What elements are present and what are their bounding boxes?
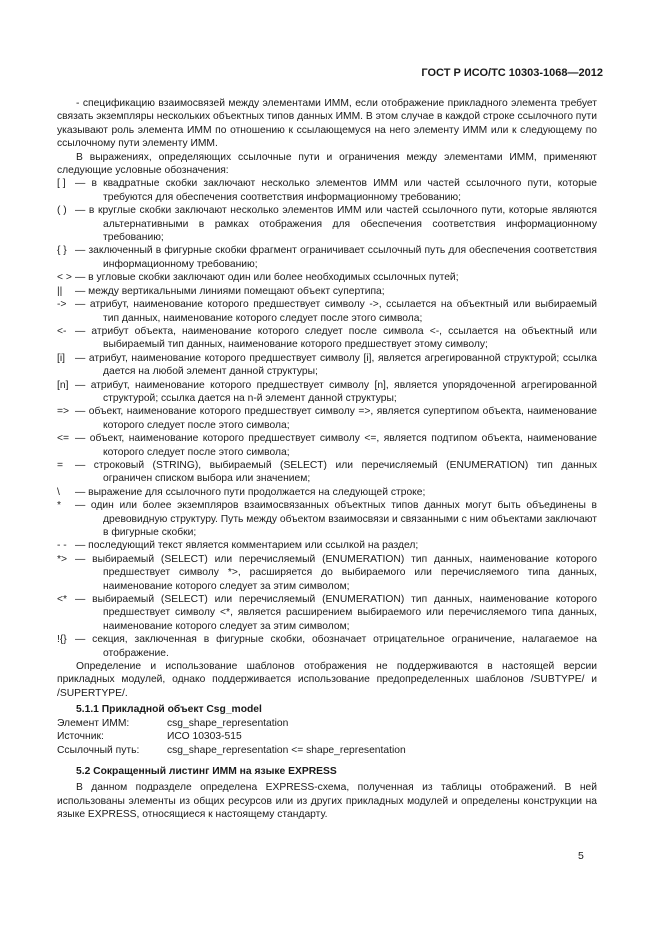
notation-symbol: ->: [57, 299, 67, 311]
notation-symbol: [n]: [57, 379, 69, 391]
notation-item: [57, 352, 597, 379]
notation-item: [57, 325, 597, 352]
notation-list: [57, 177, 597, 660]
mapping-key: Элемент ИММ:: [57, 717, 130, 729]
notation-description: — последующий текст является комментарием или ссылкой на раздел;: [75, 540, 419, 552]
notation-symbol: =: [57, 459, 64, 471]
intro-paragraph-1: - спецификацию взаимосвязей между элементами ИММ, если отображение прикладного элемента требует связать экземпляры нескольких объектных типов данных ИММ. В этом случае в каждой строке ссылочного пути указывают роль элемента ИММ по отношению к ссылающемуся на него элементу ИММ или к следующему по ссылочному пути элементу ИММ.: [57, 98, 597, 150]
page-number: 5: [578, 850, 584, 862]
notation-item: [57, 432, 597, 459]
notation-item: [57, 553, 597, 593]
notation-item: [57, 379, 597, 406]
notation-description: — между вертикальными линиями помещают объект супертипа;: [75, 285, 385, 297]
main-content: [57, 97, 597, 822]
notation-description: — заключенный в фигурные скобки фрагмент ограничивает ссылочный путь для обеспечения соответствия информационному требованию;: [75, 245, 597, 270]
notation-description: — строковый (STRING), выбираемый (SELECT) или перечисляемый (ENUMERATION) тип данных ограничен списком выбора или значением;: [75, 459, 597, 485]
notation-description: — атрибут объекта, наименование которого следует после символа <-, ссылается на объектный или выбираемый тип данных, наименование которого предшествует этому символу;: [75, 325, 597, 351]
templates-note: Определение и использование шаблонов отображения не поддерживаются в настоящей версии прикладных модулей, однако поддерживается использование предопределенных шаблонов /SUBTYPE/ и /SUPERTYPE/.: [57, 661, 597, 699]
section-52-heading: 5.2 Сокращенный листинг ИММ на языке EXPRESS: [76, 765, 337, 777]
section-52-text: В данном подразделе определена EXPRESS-схема, полученная из таблицы отображений. В ней использованы элементы из общих ресурсов или из других прикладных модулей и определены конструкции на языке EXPRESS, относящиеся к настоящему стандарту.: [57, 782, 597, 821]
notation-description: — в круглые скобки заключают несколько элементов ИММ или частей ссылочного пути, которые являются альтернативными в рамках отображения для обеспечения соответствия информационному требованию;: [75, 205, 597, 244]
notation-item: [57, 271, 597, 284]
notation-symbol: <=: [57, 433, 70, 445]
notation-item: [57, 486, 597, 499]
notation-symbol: *>: [57, 553, 68, 565]
notation-item: [57, 298, 597, 325]
notation-symbol: [ ]: [57, 178, 66, 190]
notation-symbol: [i]: [57, 352, 66, 364]
mapping-table: [57, 717, 597, 757]
mapping-value: csg_shape_representation <= shape_representation: [167, 744, 406, 756]
notation-item: [57, 593, 597, 633]
notation-symbol: <*: [57, 594, 68, 606]
notation-description: — объект, наименование которого предшествует символу <=, является подтипом объекта, наименование которого следует после этого символа;: [75, 433, 597, 458]
notation-description: — в квадратные скобки заключают несколько элементов ИММ или частей ссылочного пути, которые требуются для обеспечения соответствия информационному требованию;: [75, 178, 597, 203]
notation-item: [57, 539, 597, 552]
notation-item: [57, 459, 597, 486]
notation-description: — выбираемый (SELECT) или перечисляемый (ENUMERATION) тип данных, наименование которого предшествует символу *>, расширяется до выбираемого или перечисляемого типа данных, наименование которого следует за этим символом;: [75, 553, 597, 592]
notation-item: [57, 405, 597, 432]
notation-symbol: \: [57, 486, 60, 498]
notation-description: — атрибут, наименование которого предшествует символу ->, ссылается на объектный или выбираемый тип данных, наименование которого следует после этого символа;: [75, 299, 597, 324]
notation-description: — объект, наименование которого предшествует символу =>, является супертипом объекта, наименование которого следует после этого символа;: [75, 406, 597, 431]
notation-description: — в угловые скобки заключают один или более необходимых ссылочных путей;: [75, 272, 459, 284]
notation-symbol: *: [57, 500, 62, 512]
notation-item: [57, 204, 597, 244]
notation-description: — выбираемый (SELECT) или перечисляемый (ENUMERATION) тип данных, наименование которого предшествует символу <*, является расширением выбираемого или перечисляемого типа данных, наименование которого следует за этим символом;: [75, 594, 597, 632]
notation-item: [57, 285, 597, 298]
mapping-row: [57, 730, 597, 743]
notation-symbol: <-: [57, 325, 67, 337]
notation-description: — секция, заключенная в фигурные скобки, обозначает отрицательное ограничение, налагаемое на отображение.: [75, 634, 597, 659]
notation-item: [57, 499, 597, 539]
notation-description: — атрибут, наименование которого предшествует символу [n], является упорядоченной агрегированной структурой; ссылка дается на n-й элемент данной структуры;: [75, 379, 597, 404]
notation-symbol: { }: [57, 245, 67, 257]
mapping-key: Источник:: [57, 731, 104, 743]
mapping-value: csg_shape_representation: [167, 717, 289, 729]
mapping-value: ИСО 10303-515: [167, 731, 242, 743]
notation-symbol: ( ): [57, 205, 67, 217]
mapping-key: Ссылочный путь:: [57, 744, 140, 756]
mapping-row: [57, 717, 597, 730]
document-header: ГОСТ Р ИСО/ТС 10303-1068—2012: [421, 67, 603, 79]
notation-item: [57, 633, 597, 660]
notation-symbol: < >: [57, 272, 72, 284]
intro-paragraph-2: В выражениях, определяющих ссылочные пути и ограничения между элементами ИММ, применяют следующие условные обозначения:: [57, 151, 597, 177]
mapping-row: [57, 744, 597, 757]
notation-description: — атрибут, наименование которого предшествует символу [i], является агрегированной структурой; ссылка дается на любой элемент данной структуры;: [75, 352, 597, 378]
notation-description: — выражение для ссылочного пути продолжается на следующей строке;: [75, 486, 426, 498]
notation-description: — один или более экземпляров взаимосвязанных объектных типов данных могут быть объединены в древовидную структуру. Путь между объектом взаимосвязи и связанными с ним объектами заключают в фигурные скобки;: [75, 500, 597, 538]
notation-symbol: =>: [57, 406, 70, 418]
section-511-heading: 5.1.1 Прикладной объект Csg_model: [76, 704, 262, 716]
notation-item: [57, 244, 597, 271]
notation-symbol: !{}: [57, 634, 67, 646]
notation-symbol: - -: [57, 540, 67, 552]
notation-symbol: ||: [57, 285, 63, 297]
notation-item: [57, 177, 597, 204]
